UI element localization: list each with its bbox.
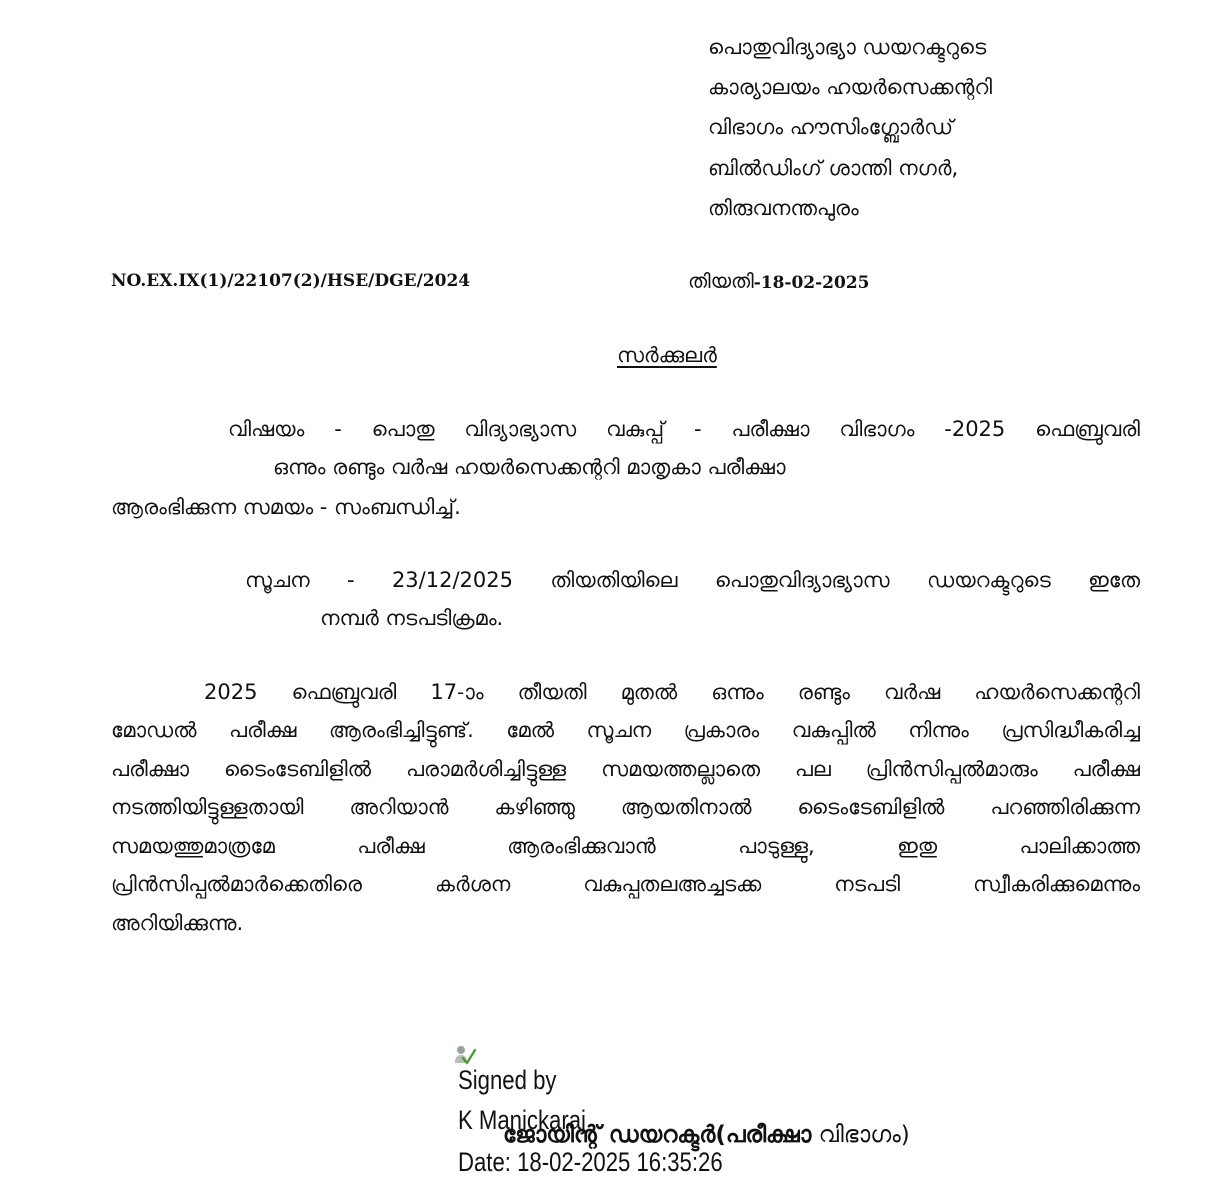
signed-by-label: Signed by bbox=[458, 1065, 557, 1095]
body-line: പരീക്ഷാ ടൈംടേബിളിൽ പരാമർശിച്ചിട്ടുള്ള സമയത്തല്ലാതെ പല പ്രിൻസിപ്പൽമാരും പരീക്ഷ bbox=[111, 757, 1140, 781]
signature-date: Date: 18-02-2025 16:35:26 bbox=[458, 1147, 723, 1177]
body-line: പ്രിൻസിപ്പൽമാർക്കെതിരെ കർശന വകുപ്പതലഅച്ചടക്ക നടപടി സ്വീകരിക്കുമെന്നും bbox=[111, 872, 1140, 896]
address-line: ബിൽഡിംഗ് ശാന്തി നഗർ, bbox=[708, 156, 959, 180]
date-label: തിയതി bbox=[688, 269, 754, 293]
address-line: തിരുവനന്തപുരം bbox=[708, 196, 859, 220]
designation-bold: ജോയിന്റ് ഡയറക്ടർ(പരീക്ഷാ bbox=[503, 1122, 812, 1148]
reference-note-line: സൂചന - 23/12/2025 തിയതിയിലെ പൊതുവിദ്യാഭ്യാസ ഡയറക്ടറുടെ ഇതേ bbox=[245, 568, 1140, 592]
reference-number: NO.EX.IX(1)/22107(2)/HSE/DGE/2024 bbox=[111, 271, 471, 291]
reference-date bbox=[688, 266, 869, 298]
designation-regular: വിഭാഗം) bbox=[818, 1122, 910, 1148]
subject-line: ആരംഭിക്കുന്ന സമയം - സംബന്ധിച്ച്. bbox=[111, 495, 461, 519]
signer-name: K Manickaraj bbox=[458, 1105, 586, 1135]
subject-line: ഒന്നും രണ്ടും വർഷ ഹയർസെക്കന്ററി മാതൃകാ പരീക്ഷാ bbox=[273, 455, 786, 479]
body-line: മോഡൽ പരീക്ഷ ആരംഭിച്ചിട്ടുണ്ട്. മേൽ സൂചന പ്രകാരം വകുപ്പിൽ നിന്നും പ്രസിദ്ധീകരിച്ച bbox=[111, 718, 1140, 742]
body-line: 2025 ഫെബ്രുവരി 17-ാം തീയതി മുതൽ ഒന്നും രണ്ടും വർഷ ഹയർസെക്കന്ററി bbox=[204, 680, 1140, 704]
address-line: വിഭാഗം ഹൗസിംഗ്ബോർഡ് bbox=[708, 115, 954, 139]
reference-note-line: നമ്പർ നടപടിക്രമം. bbox=[320, 606, 504, 630]
address-line: കാര്യാലയം ഹയർസെക്കന്ററി bbox=[708, 75, 993, 99]
date-value: -18-02-2025 bbox=[753, 273, 870, 293]
body-line: അറിയിക്കുന്നു. bbox=[111, 911, 244, 935]
subject-line: വിഷയം - പൊതു വിദ്യാഭ്യാസ വകുപ്പ് - പരീക്ഷാ വിഭാഗം -2025 ഫെബ്രുവരി bbox=[228, 417, 1140, 441]
address-line: പൊതുവിദ്യാഭ്യാ ഡയറക്ടറുടെ bbox=[708, 35, 987, 59]
body-line: സമയത്തുമാത്രമേ പരീക്ഷ ആരംഭിക്കുവാൻ പാടുള്ളു, ഇതു പാലിക്കാത്ത bbox=[111, 834, 1140, 858]
signature-verified-icon bbox=[453, 1044, 477, 1066]
signer-designation bbox=[503, 1120, 910, 1150]
body-line: നടത്തിയിട്ടുള്ളതായി അറിയാൻ കഴിഞ്ഞു ആയതിനാൽ ടൈംടേബിളിൽ പറഞ്ഞിരിക്കുന്ന bbox=[111, 795, 1140, 819]
document-title: സർക്കുലർ bbox=[617, 343, 717, 367]
